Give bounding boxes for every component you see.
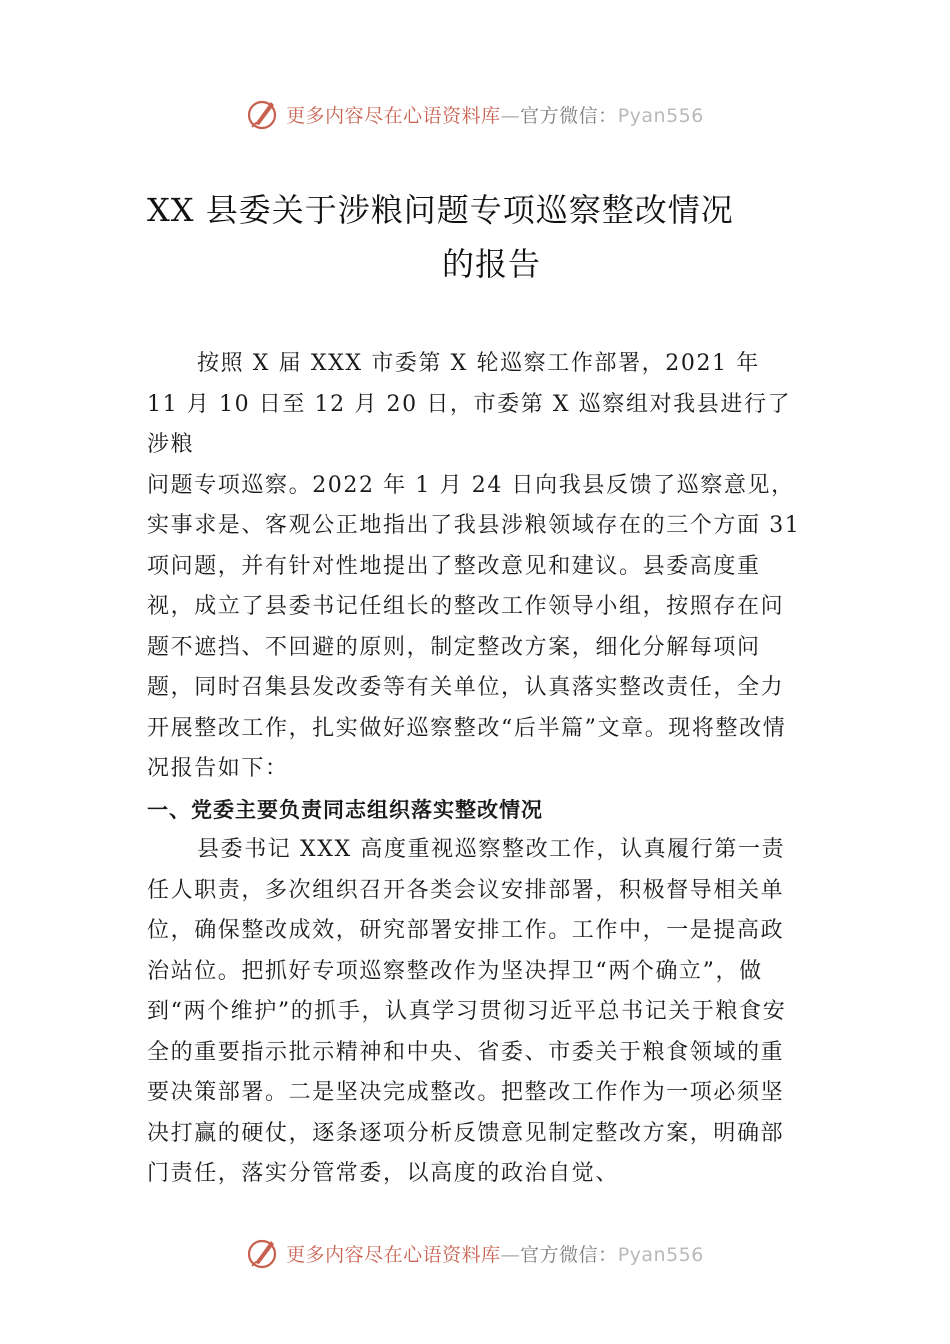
title-line-1: XX 县委关于涉粮问题专项巡察整改情况 [147,191,734,229]
watermark-wechat-id: Pyan556 [617,1243,704,1266]
watermark-main-text: 更多内容尽在心语资料库 [286,1243,501,1266]
paragraph-2: 问题专项巡察。2022 年 1 月 24 日向我县反馈了巡察意见，实事求是、客观公正地指出了我县涉粮领域存在的三个方面 31 项问题，并有针对性地提出了整改意见和建议。县委高度重视，成立了县委书记任组长的整改工作领导小组，按照存在问题不遮挡、不回避的原则，制定整改方案，细化分解每项问题，同时召集县发改委等有关单位，认真落实整改责任，全力开展整改工作，扎实做好巡察整改“后半篇”文章。现将整改情况报告如下： [147,472,801,781]
title-line-2: 的报告 [442,245,542,283]
paragraph-1-line-3: 涉粮 [147,432,195,457]
watermark-text [286,101,704,128]
section-heading-1: 一、党委主要负责同志组织落实整改情况 [147,797,543,822]
footer-watermark-banner [0,1231,950,1275]
watermark-dash: — [500,1243,521,1266]
watermark-dash: — [500,104,521,127]
watermark-wechat-label: 官方微信： [520,1243,618,1266]
paragraph-1-line-1: 按照 X 届 XXX 市委第 X 轮巡察工作部署，2021 年 [197,351,760,376]
paragraph-1-line-2: 11 月 10 日至 12 月 20 日，市委第 X 巡察组对我县进行了 [147,391,792,417]
watermark-wechat-label: 官方微信： [520,104,618,127]
quill-pen-logo-icon [246,1236,280,1270]
quill-pen-logo-icon [246,97,280,131]
watermark-wechat-id: Pyan556 [617,104,704,127]
document-body [147,344,807,1195]
header-watermark-banner [0,92,950,136]
watermark-text [286,1240,704,1267]
paragraph-3: 县委书记 XXX 高度重视巡察整改工作，认真履行第一责任人职责，多次组织召开各类会议安排部署，积极督导相关单位，确保整改成效，研究部署安排工作。工作中，一是提高政治站位。把抓好专项巡察整改作为坚决捍卫“两个确立”，做到“两个维护”的抓手，认真学习贯彻习近平总书记关于粮食安全的重要指示批示精神和中央、省委、市委关于粮食领域的重要决策部署。二是坚决完成整改。把整改工作作为一项必须坚决打赢的硬仗，逐条逐项分析反馈意见制定整改方案，明确部门责任，落实分管常委，以高度的政治自觉、 [147,837,787,1186]
watermark-main-text: 更多内容尽在心语资料库 [286,104,501,127]
document-title [147,183,807,291]
